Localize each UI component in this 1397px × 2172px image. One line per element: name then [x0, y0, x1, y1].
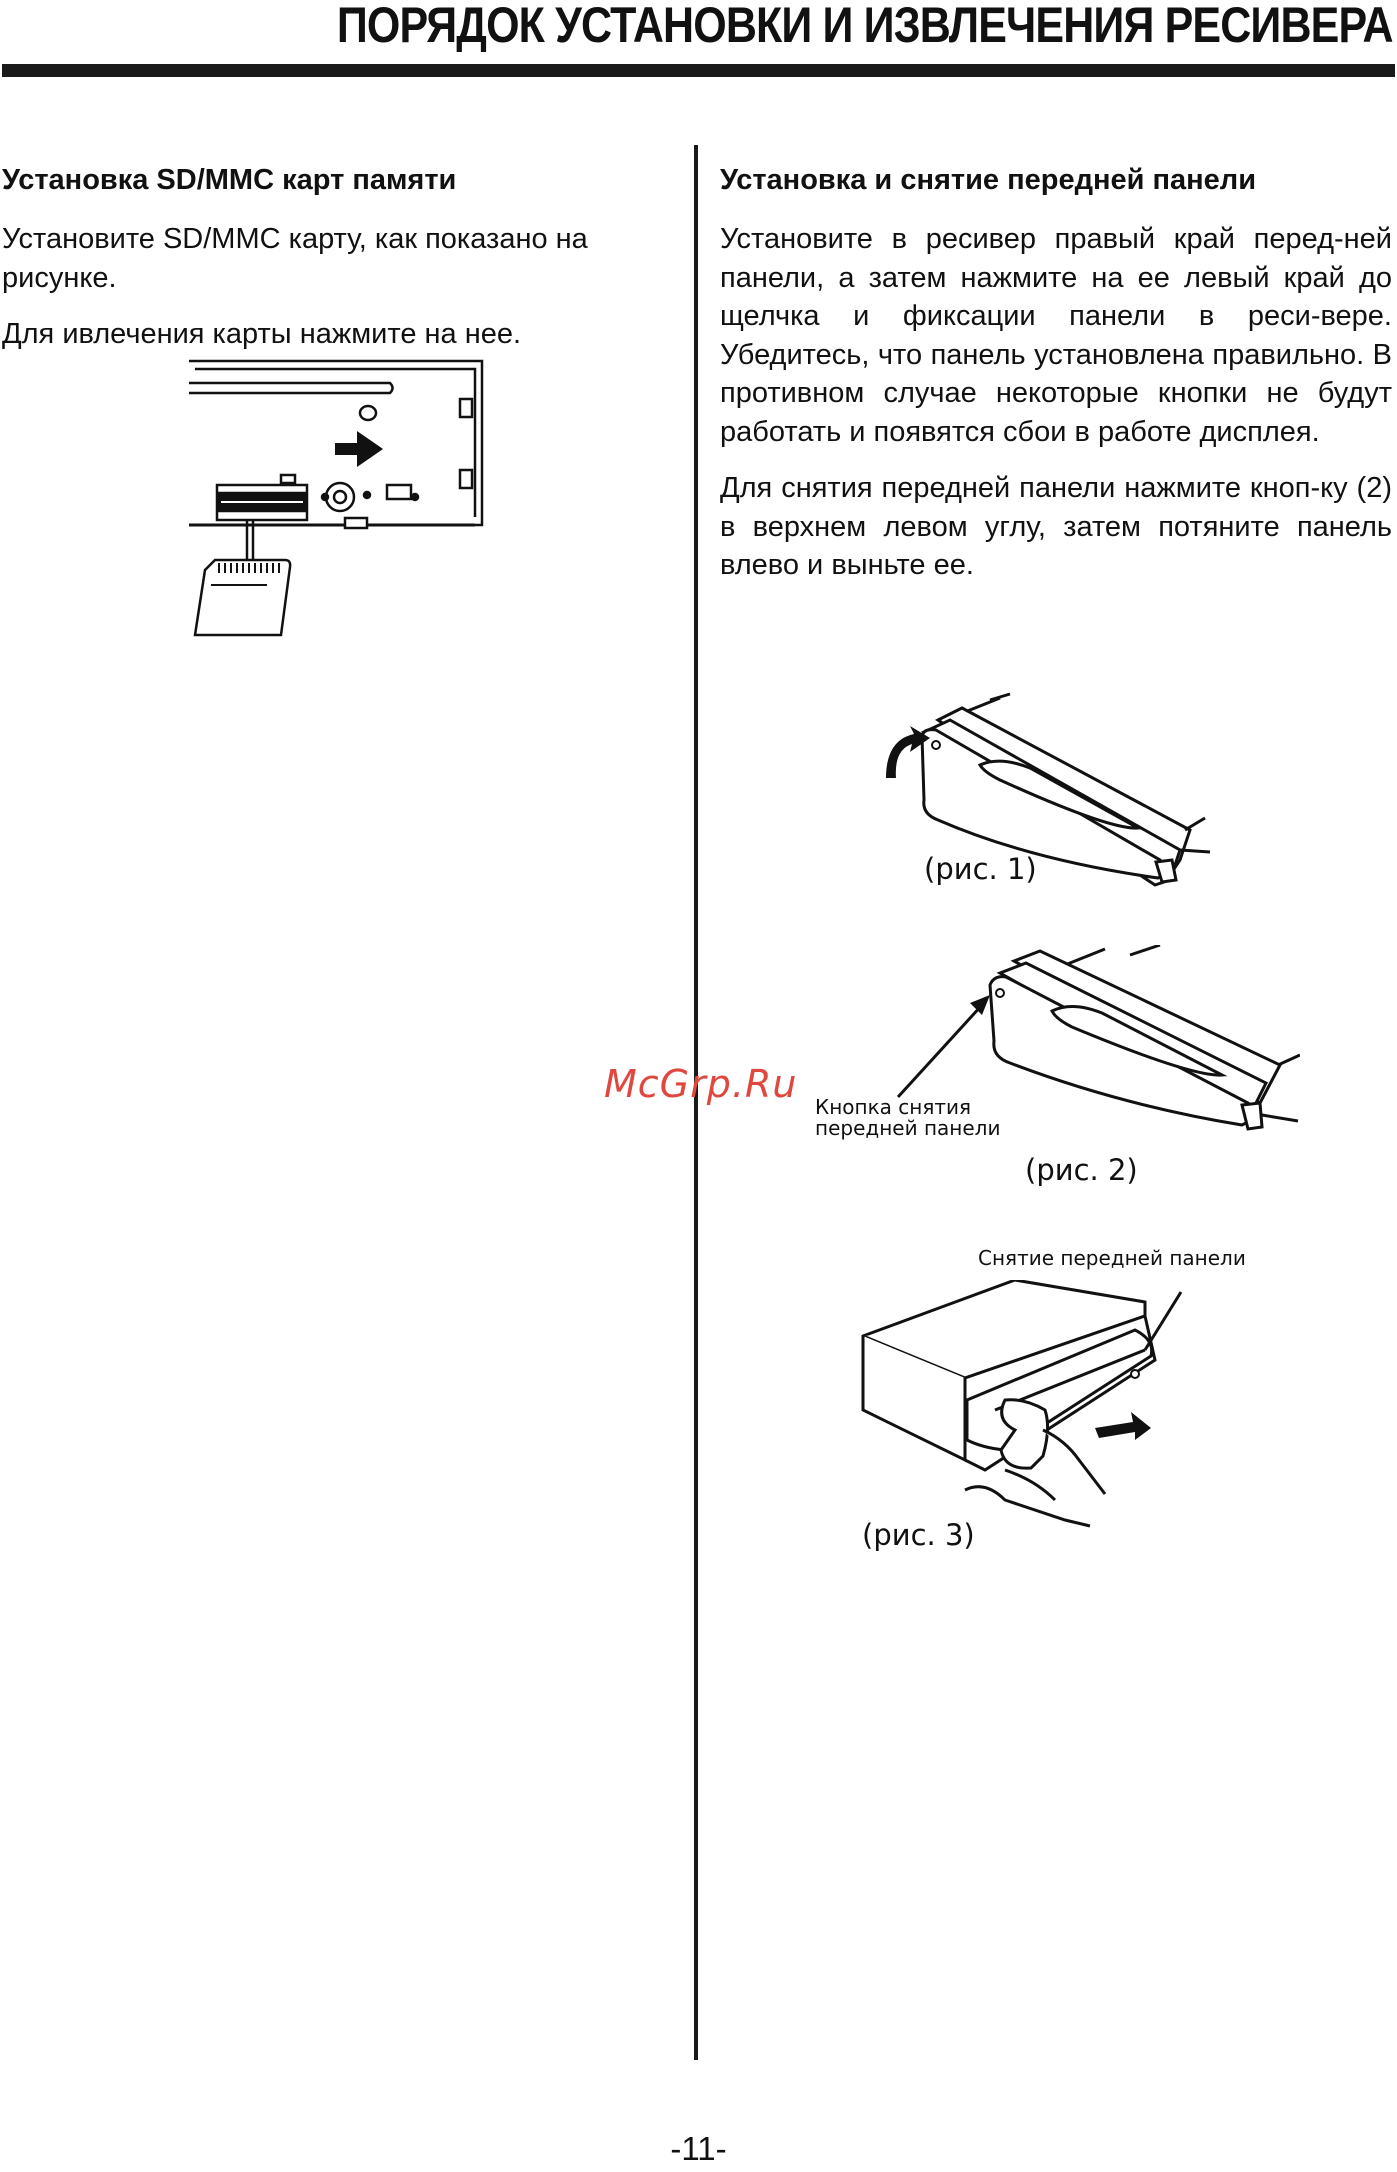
title-rule	[2, 64, 1395, 77]
figure-3-label: Снятие передней панели	[978, 1246, 1246, 1270]
sd-card-heading: Установка SD/MMC карт памяти	[2, 164, 457, 196]
figure-2-label-line-2: передней панели	[815, 1116, 1001, 1140]
figure-2-label	[815, 1097, 1000, 1139]
front-panel-removal-text: Для снятия передней панели нажмите кноп-ку (2) в верхнем левом углу, затем потяните панель влево и выньте ее.	[720, 472, 1392, 581]
watermark: McGrp.Ru	[604, 1062, 798, 1106]
figure-2-label-line-1: Кнопка снятия	[815, 1095, 972, 1119]
left-column	[2, 160, 678, 372]
figure-2-caption: (рис. 2)	[1025, 1153, 1138, 1187]
sd-card-instruction: Установите SD/MMC карту, как показано на рисунке.	[2, 223, 588, 294]
page-title: ПОРЯДОК УСТАНОВКИ И ИЗВЛЕЧЕНИЯ РЕСИВЕРА	[337, 0, 1393, 53]
page-number: -11-	[670, 2130, 727, 2167]
figure-3-caption: (рис. 3)	[862, 1518, 975, 1552]
sd-card-removal: Для ивлечения карты нажмите на нее.	[2, 318, 522, 350]
figure-1-caption: (рис. 1)	[924, 852, 1037, 886]
right-column	[720, 160, 1392, 603]
sd-card-illustration	[185, 355, 495, 640]
front-panel-heading: Установка и снятие передней панели	[720, 164, 1257, 196]
front-panel-install-text: Установите в ресивер правый край перед-ней панели, а затем нажмите на ее левый край до щелчка и фиксации панели в реси-вере. Убедитесь, что панель установлена правильно. В противном случае некоторые кнопки не будут работать и появятся сбои в работе дисплея.	[720, 223, 1392, 448]
front-panel-figure-3	[855, 1280, 1195, 1540]
